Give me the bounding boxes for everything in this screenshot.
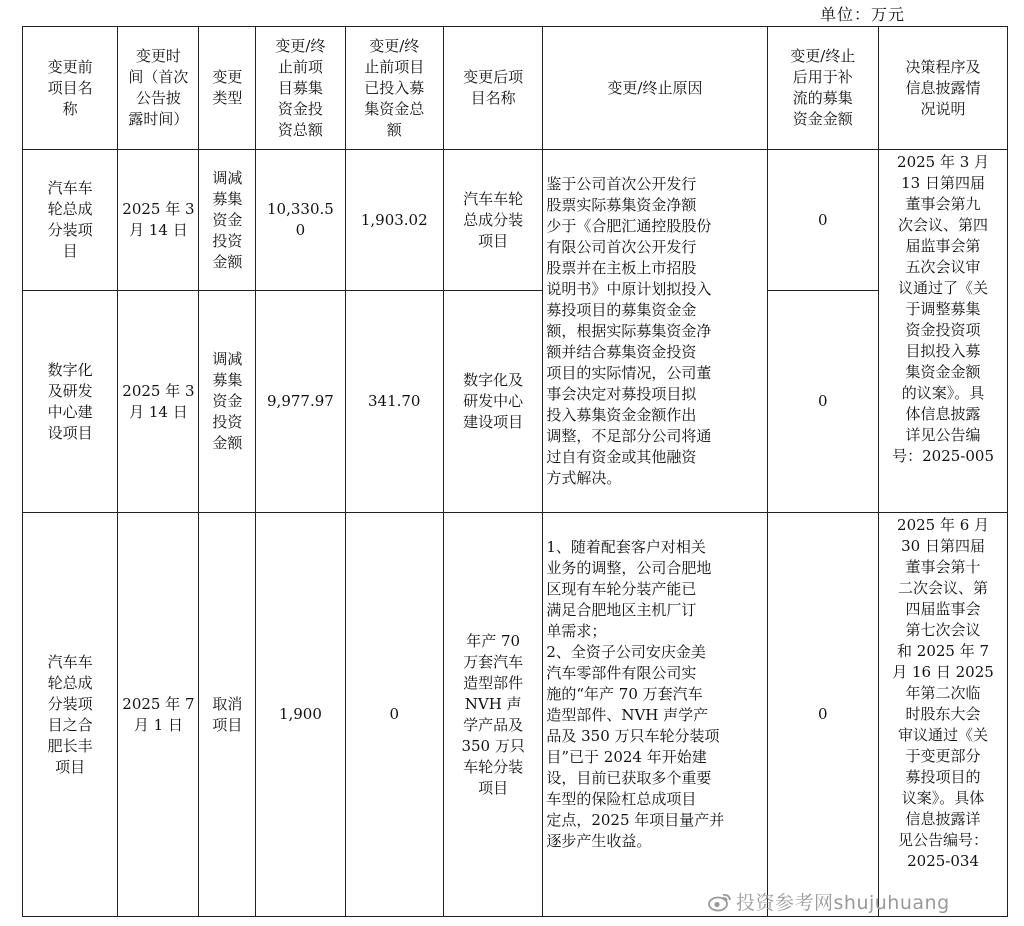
change-type: 调减 募集 资金 投资 金额 — [199, 150, 256, 291]
header-row — [23, 27, 1008, 150]
change-type: 取消 项目 — [199, 513, 256, 917]
header-supplement: 变更/终止 后用于补 流的募集 资金金额 — [767, 27, 879, 150]
total-fund: 1,900 — [256, 513, 345, 917]
table-row — [23, 513, 1008, 917]
table-row — [23, 150, 1008, 291]
header-reason: 变更/终止原因 — [543, 27, 767, 150]
unit-label: 单位：万元 — [820, 5, 906, 24]
old-project-name: 汽车车 轮总成 分装项 目之合 肥长丰 项目 — [23, 513, 118, 917]
header-decision: 决策程序及 信息披露情 况说明 — [879, 27, 1008, 150]
header-change-date: 变更时 间（首次 公告披 露时间） — [118, 27, 199, 150]
invested-amount: 341.70 — [345, 291, 443, 513]
change-date: 2025 年 3 月 14 日 — [118, 291, 199, 513]
new-project-name: 汽车车轮 总成分装 项目 — [443, 150, 542, 291]
total-fund: 10,330.5 0 — [256, 150, 345, 291]
watermark — [708, 888, 950, 915]
supplement-amount: 0 — [767, 150, 879, 291]
header-invested: 变更/终 止前项目 已投入募 集资金总 额 — [345, 27, 443, 150]
header-change-type: 变更 类型 — [199, 27, 256, 150]
fund-change-table — [22, 26, 1008, 917]
change-type: 调减 募集 资金 投资 金额 — [199, 291, 256, 513]
invested-amount: 0 — [345, 513, 443, 917]
change-reason: 1、随着配套客户对相关 业务的调整，公司合肥地 区现有车轮分装产能已 满足合肥地区主机厂订 单需求； 2、全资子公司安庆金美 汽车零部件有限公司实 施的“年产 70 万套汽车 造型部件、NVH 声学产 品及 350 万只车轮分装项 目”已于 2024 年开始建 设，目前已获取多个重要 车型的保险杠总成项目 定点，2025 年项目量产并 逐步产生收益。 — [543, 513, 767, 917]
old-project-name: 汽车车 轮总成 分装项 目 — [23, 150, 118, 291]
header-total-fund: 变更/终 止前项 目募集 资金投 资总额 — [256, 27, 345, 150]
header-old-project: 变更前 项目名 称 — [23, 27, 118, 150]
invested-amount: 1,903.02 — [345, 150, 443, 291]
new-project-name: 数字化及 研发中心 建设项目 — [443, 291, 542, 513]
change-date: 2025 年 3 月 14 日 — [118, 150, 199, 291]
change-date: 2025 年 7 月 1 日 — [118, 513, 199, 917]
new-project-name: 年产 70 万套汽车 造型部件 NVH 声 学产品及 350 万只 车轮分装 项目 — [443, 513, 542, 917]
table-row — [23, 291, 1008, 513]
total-fund: 9,977.97 — [256, 291, 345, 513]
decision-note: 2025 年 6 月 30 日第四届 董事会第十 二次会议、第 四届监事会 第七次会议 和 2025 年 7 月 16 日 2025 年第二次临 时股东大会 审议通过《关 于变更部分 募投项目的 议案》。具体 信息披露详 见公告编号： 2025-034 — [879, 513, 1008, 917]
decision-note: 2025 年 3 月 13 日第四届 董事会第九 次会议、第四 届监事会第 五次会议审 议通过了《关 于调整募集 资金投资项 目拟投入募 集资金金额 的议案》。具 体信息披露 详见公告编 号：2025-005 — [879, 150, 1008, 513]
old-project-name: 数字化 及研发 中心建 设项目 — [23, 291, 118, 513]
change-reason: 鉴于公司首次公开发行 股票实际募集资金净额 少于《合肥汇通控股股份 有限公司首次公开发行 股票并在主板上市招股 说明书》中原计划拟投入 募投项目的募集资金金 额，根据实际募集资金净 额并结合募集资金投资 项目的实际情况，公司董 事会决定对募投项目拟 投入募集资金金额作出 调整，不足部分公司将通 过自有资金或其他融资 方式解决。 — [543, 150, 767, 513]
supplement-amount: 0 — [767, 513, 879, 917]
supplement-amount: 0 — [767, 291, 879, 513]
header-new-project: 变更后项 目名称 — [443, 27, 542, 150]
watermark-text: 投资参考网shujuhuang — [736, 892, 950, 914]
weibo-icon — [708, 892, 732, 912]
